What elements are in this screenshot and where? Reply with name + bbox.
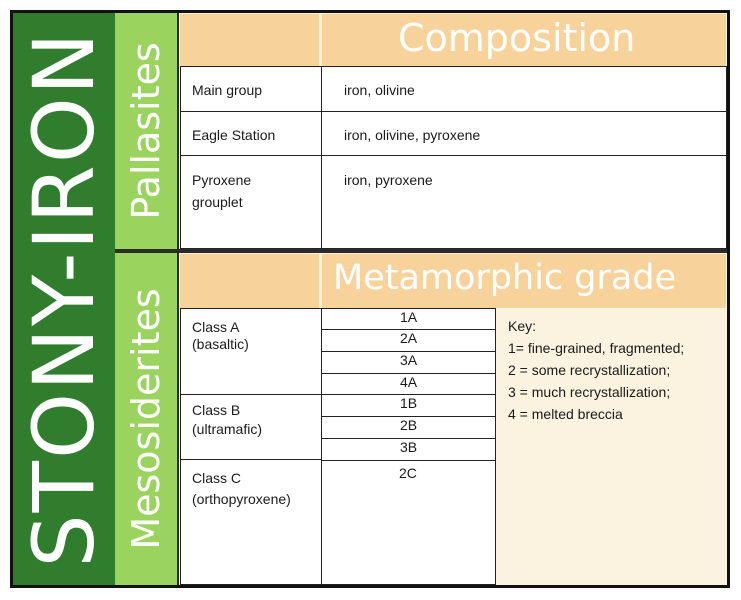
key-title: Key: <box>508 318 537 334</box>
pallasite-name: Eagle Station <box>192 127 276 143</box>
pallasites-label-panel <box>115 13 177 249</box>
pallasite-composition-cell <box>321 155 727 249</box>
pallasites-header-left <box>180 14 319 66</box>
grade-label: 1B <box>399 395 418 411</box>
key-item: 2 = some recrystallization; <box>508 362 671 378</box>
grade-label: 2A <box>399 330 418 346</box>
class-name: Class C <box>192 470 242 486</box>
grade-cell <box>321 395 496 417</box>
stony-iron-label-panel <box>13 13 115 585</box>
grade-label: 3B <box>399 439 418 455</box>
grade-cell <box>321 439 496 461</box>
grade-cell <box>321 417 496 439</box>
grade-cell <box>321 352 496 374</box>
pallasites-label: Pallasites <box>124 42 168 220</box>
pallasite-composition: iron, pyroxene <box>344 172 433 188</box>
grade-cell <box>321 308 496 330</box>
mesosiderites-header-left <box>180 254 319 308</box>
grade-label: 4A <box>399 374 418 390</box>
pallasite-name-line1: Pyroxene <box>192 172 252 188</box>
stony-iron-label: STONY-IRON <box>15 30 113 568</box>
key-item: 3 = much recrystallization; <box>508 384 671 400</box>
key-item: 4 = melted breccia <box>508 406 623 422</box>
class-type: (basaltic) <box>192 336 249 352</box>
mesosiderites-label: Mesosiderites <box>124 288 168 550</box>
pallasite-composition: iron, olivine, pyroxene <box>344 127 481 143</box>
grade-label: 2B <box>399 417 418 433</box>
pallasite-name: Main group <box>192 82 263 98</box>
class-type: (ultramafic) <box>192 421 263 437</box>
pallasite-name-line2: grouplet <box>192 194 243 210</box>
grade-cell <box>321 374 496 395</box>
grade-label: 1A <box>399 309 418 325</box>
mesosiderites-label-panel <box>115 253 177 585</box>
key-item: 1= fine-grained, fragmented; <box>508 340 685 356</box>
metamorphic-grade-header: Metamorphic grade <box>333 258 677 298</box>
class-name: Class A <box>192 319 240 335</box>
composition-header: Composition <box>398 16 636 60</box>
class-name: Class B <box>192 402 241 418</box>
pallasite-composition: iron, olivine <box>344 82 415 98</box>
class-type: (orthopyroxene) <box>192 491 291 507</box>
grade-cell <box>321 330 496 352</box>
grade-label: 3A <box>399 352 418 368</box>
grade-label: 2C <box>399 465 417 481</box>
